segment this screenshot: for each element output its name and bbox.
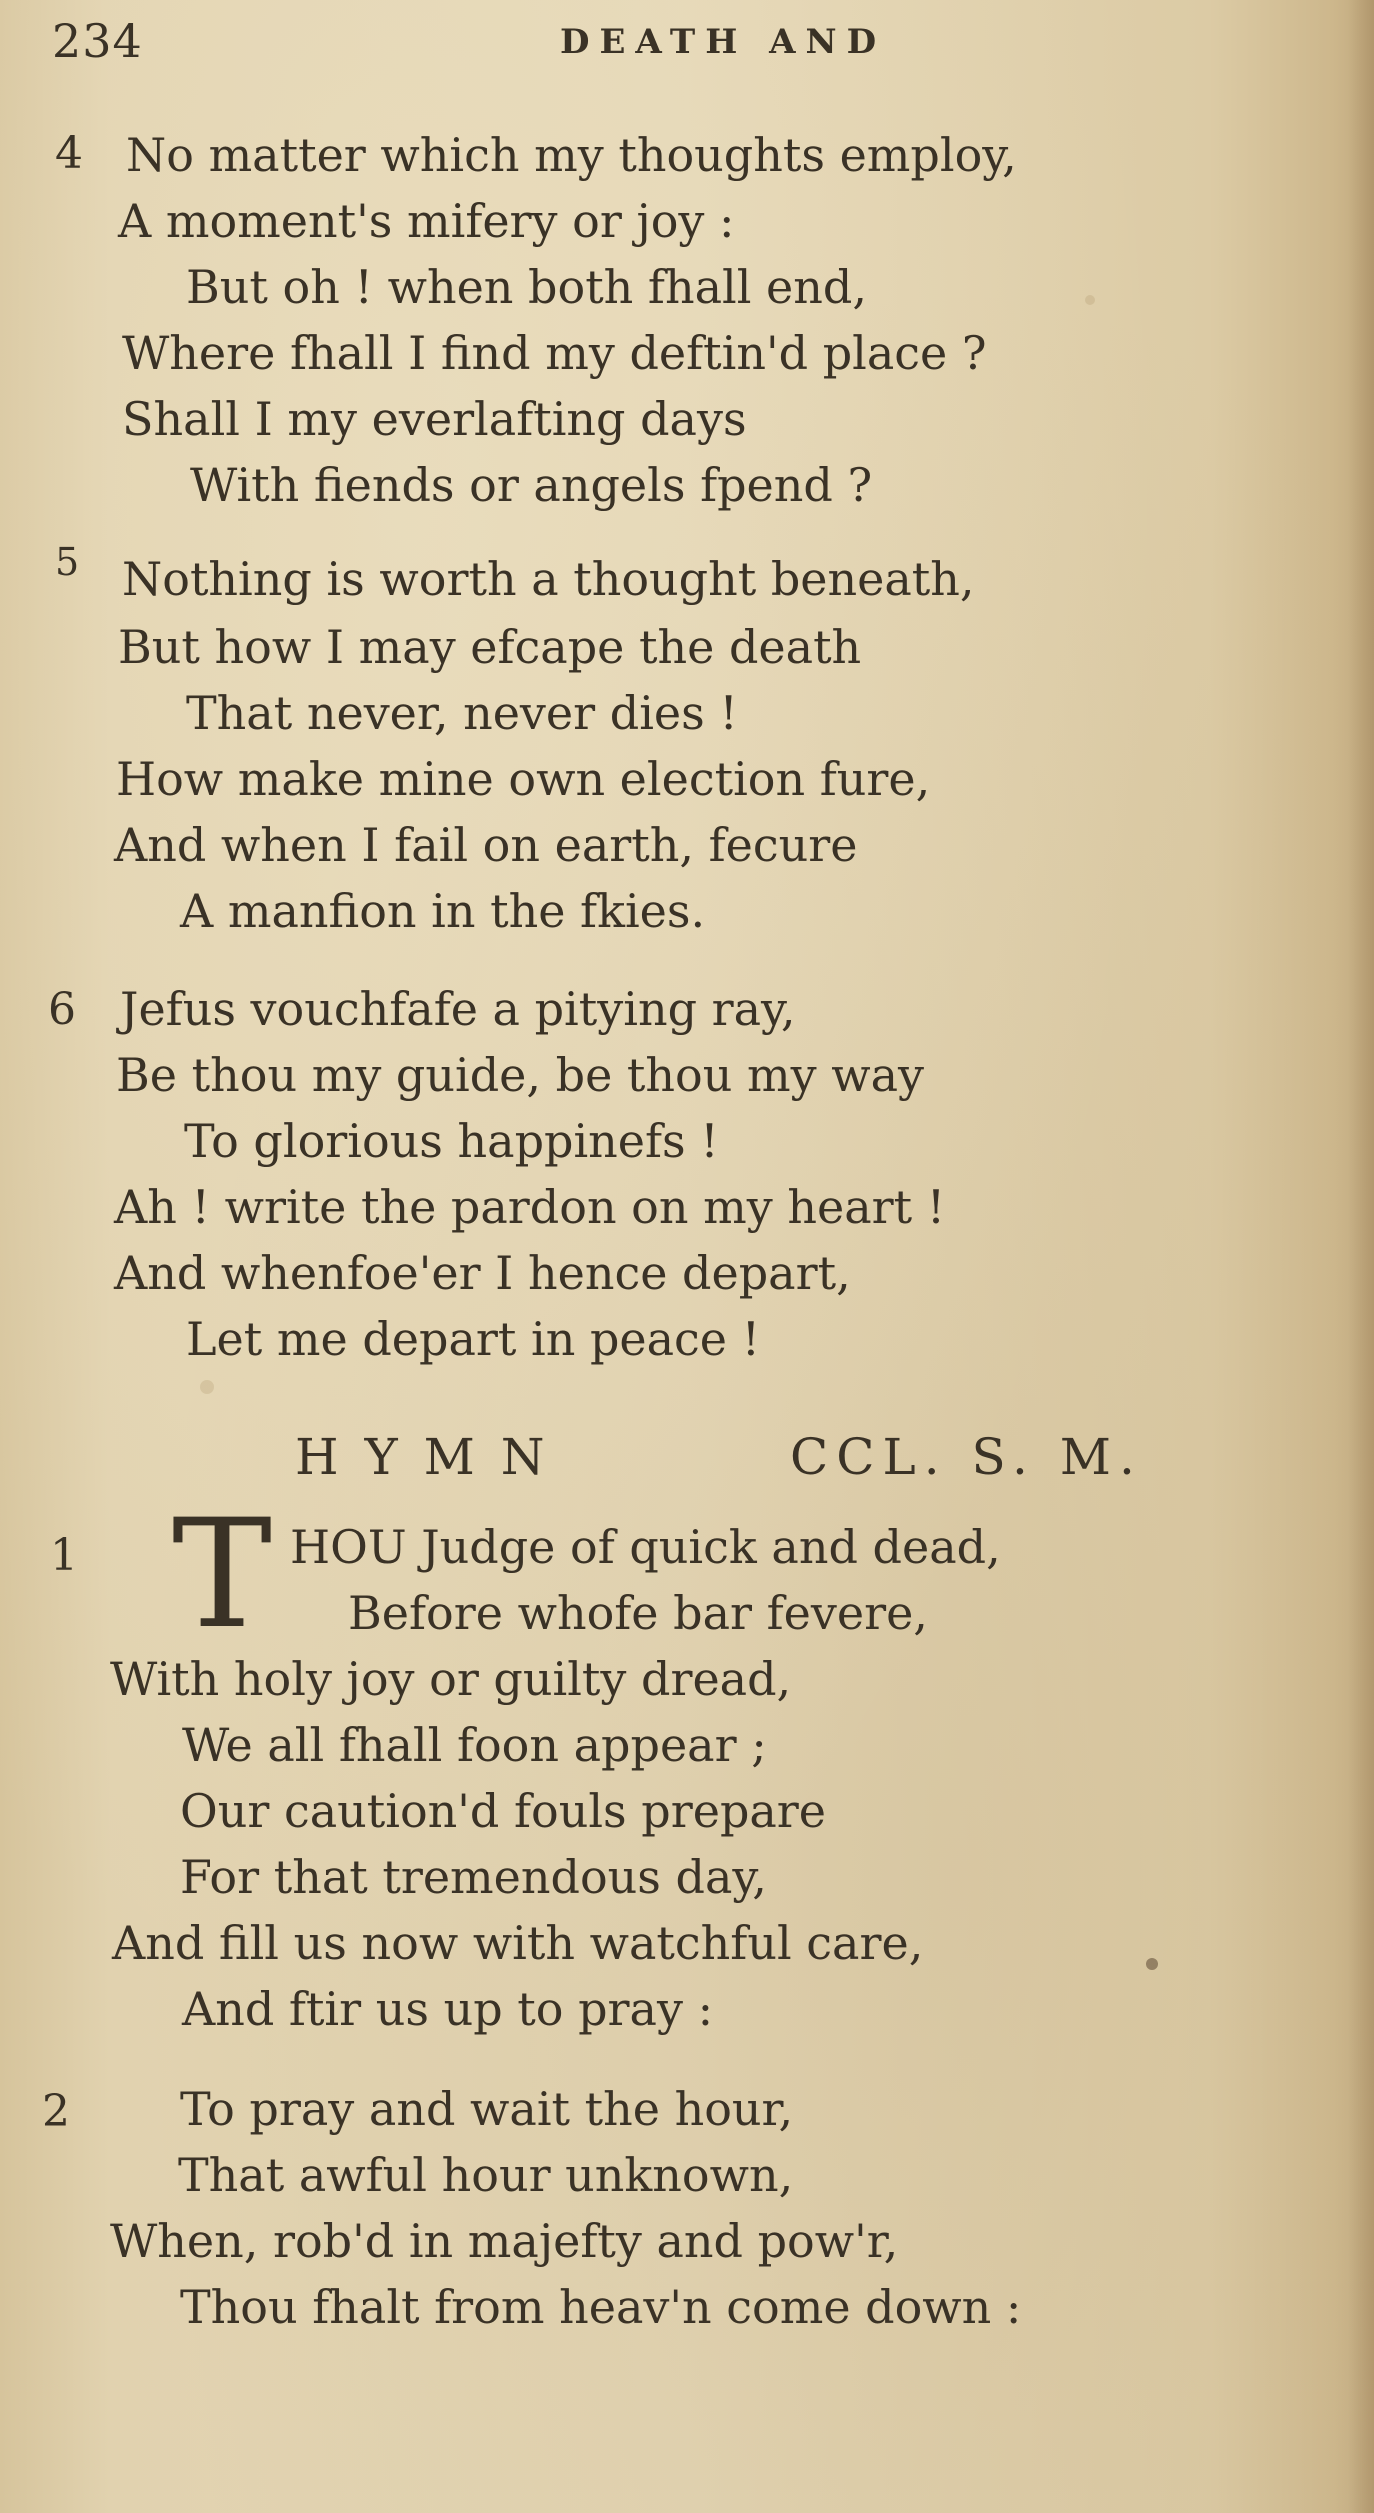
verse-line: But oh ! when both fhall end, bbox=[186, 260, 867, 314]
verse-line: But how I may efcape the death bbox=[118, 620, 862, 674]
stanza-number: 6 bbox=[48, 984, 76, 1035]
foxing-spot bbox=[1146, 1958, 1158, 1970]
foxing-spot bbox=[1085, 295, 1095, 305]
verse-line: With fiends or angels fpend ? bbox=[190, 458, 873, 512]
verse-line: Before whofe bar fevere, bbox=[348, 1586, 928, 1640]
verse-line: We all fhall foon appear ; bbox=[182, 1718, 767, 1772]
verse-line: Thou fhalt from heav'n come down : bbox=[180, 2280, 1022, 2334]
verse-line: That awful hour unknown, bbox=[178, 2148, 794, 2202]
drop-cap: T bbox=[172, 1488, 273, 1662]
verse-line: To pray and wait the hour, bbox=[180, 2082, 794, 2136]
verse-line: Jefus vouchfafe a pitying ray, bbox=[120, 982, 796, 1036]
verse-line: A moment's mifery or joy : bbox=[118, 194, 735, 248]
verse-line: To glorious happinefs ! bbox=[184, 1114, 719, 1168]
page-number: 234 bbox=[52, 14, 143, 68]
verse-line: When, rob'd in majefty and pow'r, bbox=[110, 2214, 899, 2268]
hymn-title: HYMN bbox=[295, 1428, 571, 1486]
verse-line: With holy joy or guilty dread, bbox=[110, 1652, 792, 1706]
page-binding-edge bbox=[1348, 0, 1374, 2513]
verse-line: Be thou my guide, be thou my way bbox=[116, 1048, 924, 1102]
verse-line: Our caution'd fouls prepare bbox=[180, 1784, 827, 1838]
stanza-number: 4 bbox=[55, 128, 83, 179]
verse-line: Shall I my everlafting days bbox=[122, 392, 747, 446]
foxing-spot bbox=[200, 1380, 214, 1394]
verse-line: Nothing is worth a thought beneath, bbox=[122, 552, 975, 606]
stanza-number: 2 bbox=[42, 2086, 70, 2137]
verse-line: And when I fail on earth, fecure bbox=[114, 818, 858, 872]
verse-line: And fill us now with watchful care, bbox=[112, 1916, 924, 1970]
verse-line: No matter which my thoughts employ, bbox=[126, 128, 1017, 182]
running-head bbox=[0, 14, 1374, 74]
verse-line: And whenfoe'er I hence depart, bbox=[114, 1246, 851, 1300]
running-title: DEATH AND bbox=[560, 22, 887, 62]
verse-line: For that tremendous day, bbox=[180, 1850, 767, 1904]
verse-line: HOU Judge of quick and dead, bbox=[290, 1520, 1001, 1574]
verse-line: How make mine own election fure, bbox=[116, 752, 931, 806]
hymn-heading bbox=[0, 1428, 1374, 1488]
hymn-number-meter: CCL. S. M. bbox=[790, 1428, 1143, 1486]
stanza-number: 1 bbox=[50, 1530, 78, 1581]
verse-line: Ah ! write the pardon on my heart ! bbox=[114, 1180, 946, 1234]
stanza-number: 5 bbox=[55, 540, 80, 584]
verse-line: That never, never dies ! bbox=[186, 686, 738, 740]
verse-line: And ftir us up to pray : bbox=[182, 1982, 714, 2036]
verse-line: Where fhall I find my deftin'd place ? bbox=[122, 326, 987, 380]
verse-line: Let me depart in peace ! bbox=[186, 1312, 761, 1366]
verse-line: A manfion in the fkies. bbox=[180, 884, 706, 938]
